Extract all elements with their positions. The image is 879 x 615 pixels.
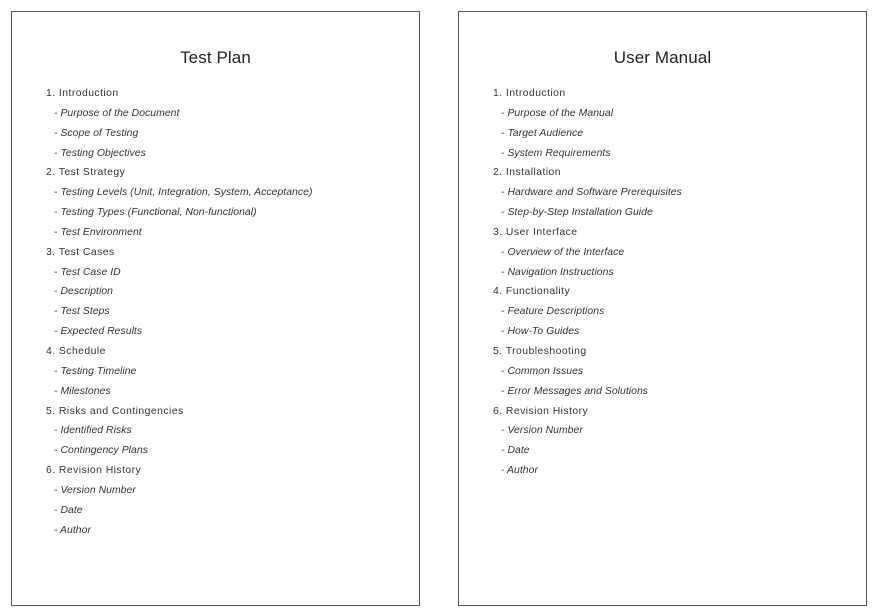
section-number: 4.: [493, 286, 503, 298]
section-number: 3.: [493, 226, 503, 238]
section-number: 2.: [493, 167, 503, 179]
page-title: User Manual: [613, 48, 712, 67]
subsection-item: - Feature Descriptions: [501, 306, 605, 318]
subsection-item: - Purpose of the Manual: [501, 107, 614, 119]
section-title: Test Strategy: [58, 167, 126, 179]
subsection-item: - Testing Objectives: [54, 147, 146, 159]
section-title: Troubleshooting: [505, 345, 587, 357]
section-title: Installation: [505, 167, 561, 179]
subsection-item: - System Requirements: [501, 147, 611, 159]
subsection-item: - Test Environment: [54, 226, 142, 238]
subsection-item: - Author: [501, 465, 538, 477]
subsection-item: - Date: [501, 445, 530, 457]
subsection-item: - Author: [54, 524, 91, 536]
subsection-item: - Version Number: [501, 425, 583, 437]
subsection-item: - Scope of Testing: [54, 127, 139, 139]
section-title: Revision History: [505, 405, 589, 417]
subsection-item: - Common Issues: [501, 365, 584, 377]
subsection-item: - Identified Risks: [54, 425, 132, 437]
section-number: 5.: [493, 345, 503, 357]
section-heading: [493, 226, 856, 246]
section-title: Functionality: [505, 286, 571, 298]
section-heading: [46, 87, 409, 107]
section-title: Introduction: [505, 88, 566, 99]
subsection-item: - Description: [54, 286, 113, 298]
section-number: 5.: [46, 405, 56, 417]
subsection-item: - Target Audience: [501, 127, 584, 139]
section-heading: [493, 285, 856, 305]
section-heading: [46, 345, 409, 365]
section-number: 6.: [46, 465, 56, 477]
subsection-item: - Step-by-Step Installation Guide: [501, 207, 653, 219]
subsection-item: - Date: [54, 504, 83, 516]
subsection-item: - Navigation Instructions: [501, 266, 614, 278]
subsection-item: - Error Messages and Solutions: [501, 385, 649, 397]
test-plan-outline: [46, 87, 409, 543]
subsection-item: - Overview of the Interface: [501, 246, 625, 258]
user-manual-outline: [493, 87, 856, 484]
page-title: Test Plan: [180, 48, 251, 67]
section-title: Revision History: [58, 465, 142, 477]
subsection-item: - Testing Levels (Unit, Integration, System, Acceptance): [54, 187, 313, 199]
subsection-item: - Hardware and Software Prerequisites: [501, 187, 682, 199]
subsection-item: - Test Case ID: [54, 266, 121, 278]
section-heading: [46, 166, 409, 186]
section-heading: [493, 166, 856, 186]
test-plan-page: [11, 11, 420, 606]
section-heading: [493, 405, 856, 425]
section-title: Test Cases: [58, 246, 115, 258]
section-heading: [46, 464, 409, 484]
section-heading: [493, 345, 856, 365]
section-number: 1.: [493, 88, 503, 99]
section-title: Risks and Contingencies: [58, 405, 184, 417]
section-heading: [46, 246, 409, 266]
section-title: User Interface: [505, 226, 578, 238]
user-manual-page: [458, 11, 867, 606]
section-number: 4.: [46, 345, 56, 357]
section-number: 3.: [46, 246, 56, 258]
section-title: Schedule: [58, 345, 106, 357]
section-number: 2.: [46, 167, 56, 179]
section-number: 1.: [46, 88, 56, 99]
subsection-item: - Testing Types (Functional, Non-functional): [54, 207, 257, 219]
subsection-item: - Expected Results: [54, 326, 143, 338]
subsection-item: - Version Number: [54, 484, 136, 496]
subsection-item: - How-To Guides: [501, 326, 580, 338]
subsection-item: - Testing Timeline: [54, 365, 137, 377]
subsection-item: - Test Steps: [54, 306, 110, 318]
section-heading: [493, 87, 856, 107]
section-heading: [46, 405, 409, 425]
section-title: Introduction: [58, 88, 119, 99]
section-number: 6.: [493, 405, 503, 417]
subsection-item: - Milestones: [54, 385, 111, 397]
subsection-item: - Purpose of the Document: [54, 107, 180, 119]
subsection-item: - Contingency Plans: [54, 445, 148, 457]
